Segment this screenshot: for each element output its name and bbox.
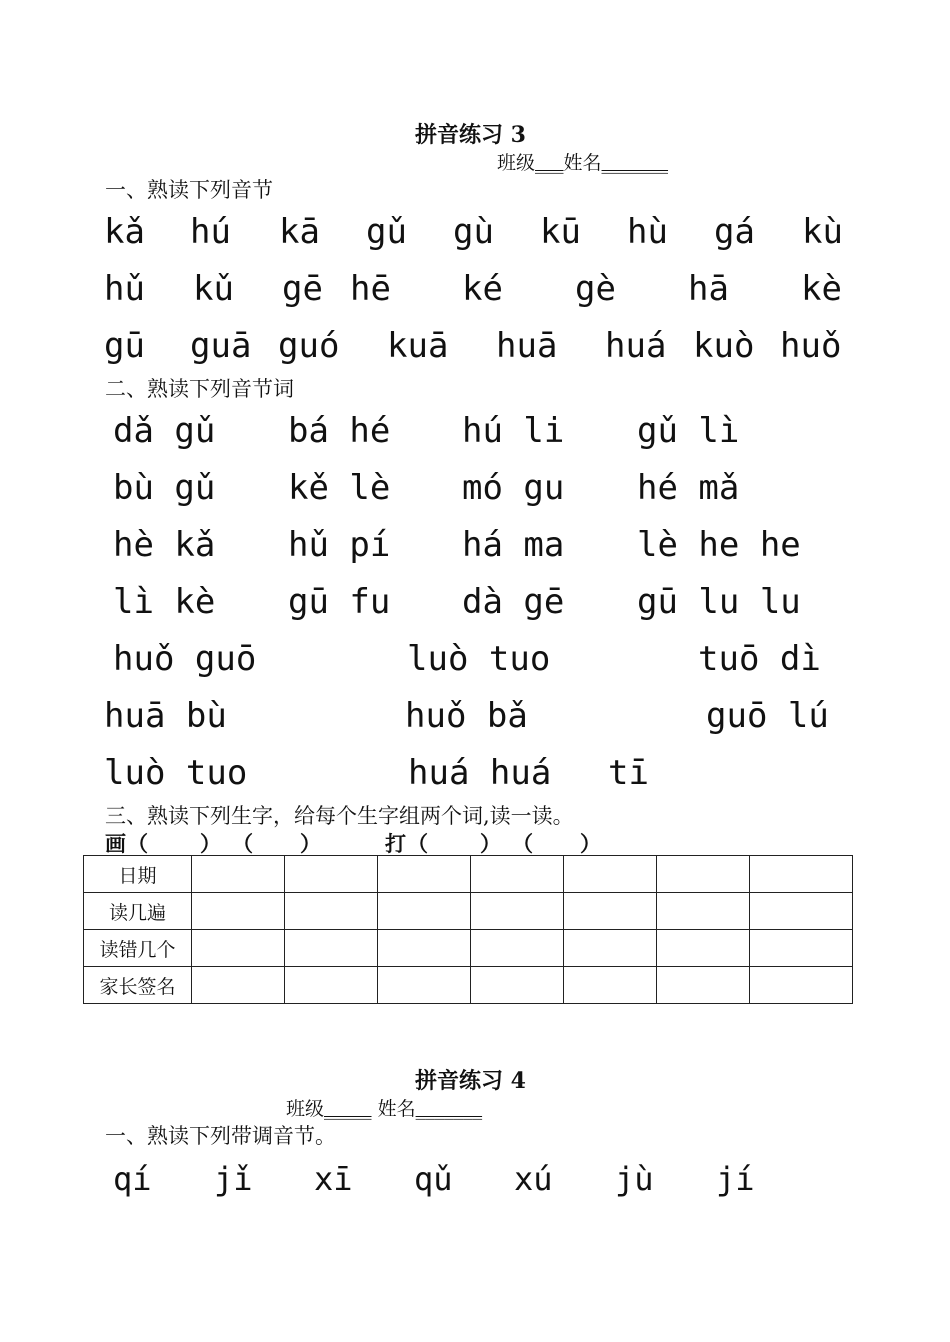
syllable: huá [605,326,667,366]
syllable: gǔ [366,212,407,252]
word-fill-line [0,828,950,856]
name-blank: _______ [415,1098,483,1120]
syllable: kù [802,212,843,252]
reading-log-table [83,855,853,1004]
log-cell[interactable] [285,893,378,930]
log-cell[interactable] [471,856,564,893]
syllable: qí [113,1160,152,1198]
log-cell[interactable] [657,967,750,1004]
log-cell[interactable] [192,893,285,930]
syllable: hǔ [104,269,145,309]
section-heading-3: 三、熟读下列生字，给每个生字组两个词,读一读。 [105,804,574,828]
log-cell[interactable] [564,967,657,1004]
log-cell[interactable] [564,856,657,893]
paren-close: ） [580,831,601,856]
word: guō lú [706,696,829,736]
word: bù gǔ [113,468,216,508]
class-blank: ___ [535,152,564,174]
log-cell[interactable] [471,893,564,930]
class-name-line [497,148,668,175]
syllable: xú [514,1160,553,1198]
word: lì kè [113,582,216,622]
char-da: 打 [385,831,406,856]
log-cell[interactable] [471,967,564,1004]
word: huā bù [104,696,227,736]
log-cell[interactable] [378,930,471,967]
syllable: kū [540,212,581,252]
word: hú li [462,411,565,451]
word-row-4 [0,582,950,626]
row-label-errors: 读错几个 [84,930,192,967]
log-cell[interactable] [750,893,853,930]
name-label: 姓名 [377,1098,416,1120]
word-row-5 [0,639,950,683]
table-row [84,856,853,893]
syllable: jǐ [214,1160,253,1198]
section-heading-2: 二、熟读下列音节词 [105,377,294,401]
class-label: 班级 [497,152,536,174]
paren-close: ） [300,831,321,856]
class-name-line-2 [286,1094,482,1121]
syllable: hā [688,269,729,309]
syllable: gè [575,269,616,309]
word: hǔ pí [288,525,391,565]
log-cell[interactable] [192,930,285,967]
table-row [84,930,853,967]
paren-open: （ [232,831,253,856]
section-heading-4: 一、熟读下列带调音节。 [105,1124,336,1148]
paren-close: ） [480,831,501,856]
syllable-row-3 [0,326,950,370]
syllable: gù [453,212,494,252]
word-row-2 [0,468,950,512]
name-label: 姓名 [563,152,602,174]
syllable: qǔ [414,1160,453,1198]
syllable: jí [716,1160,755,1198]
page-title: 拼音练习 3 [415,122,526,148]
word: luò tuo [407,639,551,679]
paren-open: （ [127,831,148,856]
log-cell[interactable] [192,856,285,893]
table-row [84,967,853,1004]
log-cell[interactable] [564,893,657,930]
word: dǎ gǔ [113,411,216,451]
name-blank: _______ [601,152,669,174]
syllable: huā [496,326,558,366]
word: huá huá [408,753,552,793]
log-cell[interactable] [564,930,657,967]
log-cell[interactable] [750,967,853,1004]
row-label-date: 日期 [84,856,192,893]
paren-close: ） [200,831,221,856]
word: lè he he [637,525,801,565]
syllable: gá [714,212,755,252]
word: tuō dì [698,639,821,679]
word: huǒ bǎ [405,696,528,736]
page-title-2: 拼音练习 4 [415,1068,526,1094]
word: dà gē [462,582,565,622]
word: hè kǎ [113,525,216,565]
syllable-row-1 [0,212,950,256]
table-row [84,893,853,930]
word: há ma [462,525,565,565]
log-cell[interactable] [657,930,750,967]
log-cell[interactable] [285,856,378,893]
syllable: kuā [387,326,449,366]
syllable: kè [801,269,842,309]
word: luò tuo [104,753,248,793]
row-label-times: 读几遍 [84,893,192,930]
class-blank: _____ [324,1098,372,1120]
paren-open: （ [512,831,533,856]
word-row-6 [0,696,950,740]
syllable: guó [278,326,340,366]
syllable: xī [314,1160,353,1198]
word: gǔ lì [637,411,740,451]
word: kě lè [288,468,391,508]
syllable: kā [279,212,320,252]
word: gū fu [288,582,391,622]
paren-open: （ [407,831,428,856]
char-hua: 画 [105,831,126,856]
section-heading-1: 一、熟读下列音节 [105,178,273,202]
word: tī [608,753,649,793]
syllable: gū [104,326,145,366]
log-cell[interactable] [657,856,750,893]
log-cell[interactable] [750,930,853,967]
class-label: 班级 [286,1098,325,1120]
word: hé mǎ [637,468,740,508]
word: mó gu [462,468,565,508]
syllable: kǔ [193,269,234,309]
syllable: hú [190,212,231,252]
log-cell[interactable] [471,930,564,967]
log-cell[interactable] [378,893,471,930]
log-cell[interactable] [285,967,378,1004]
syllable: kuò [693,326,755,366]
log-cell[interactable] [657,893,750,930]
word-row-3 [0,525,950,569]
row-label-parent-signature: 家长签名 [84,967,192,1004]
toned-syllable-row [0,1160,950,1204]
syllable: huǒ [780,326,842,366]
syllable: guā [190,326,252,366]
log-cell[interactable] [192,967,285,1004]
word: gū lu lu [637,582,801,622]
word-row-7 [0,753,950,797]
log-cell[interactable] [378,967,471,1004]
word: huǒ guō [113,639,257,679]
log-cell[interactable] [750,856,853,893]
syllable: hù [627,212,668,252]
syllable-row-2 [0,269,950,313]
word: bá hé [288,411,391,451]
syllable: hē [350,269,391,309]
log-cell[interactable] [378,856,471,893]
syllable: gē [282,269,323,309]
syllable: ké [462,269,503,309]
syllable: jù [615,1160,654,1198]
syllable: kǎ [104,212,145,252]
log-cell[interactable] [285,930,378,967]
word-row-1 [0,411,950,455]
